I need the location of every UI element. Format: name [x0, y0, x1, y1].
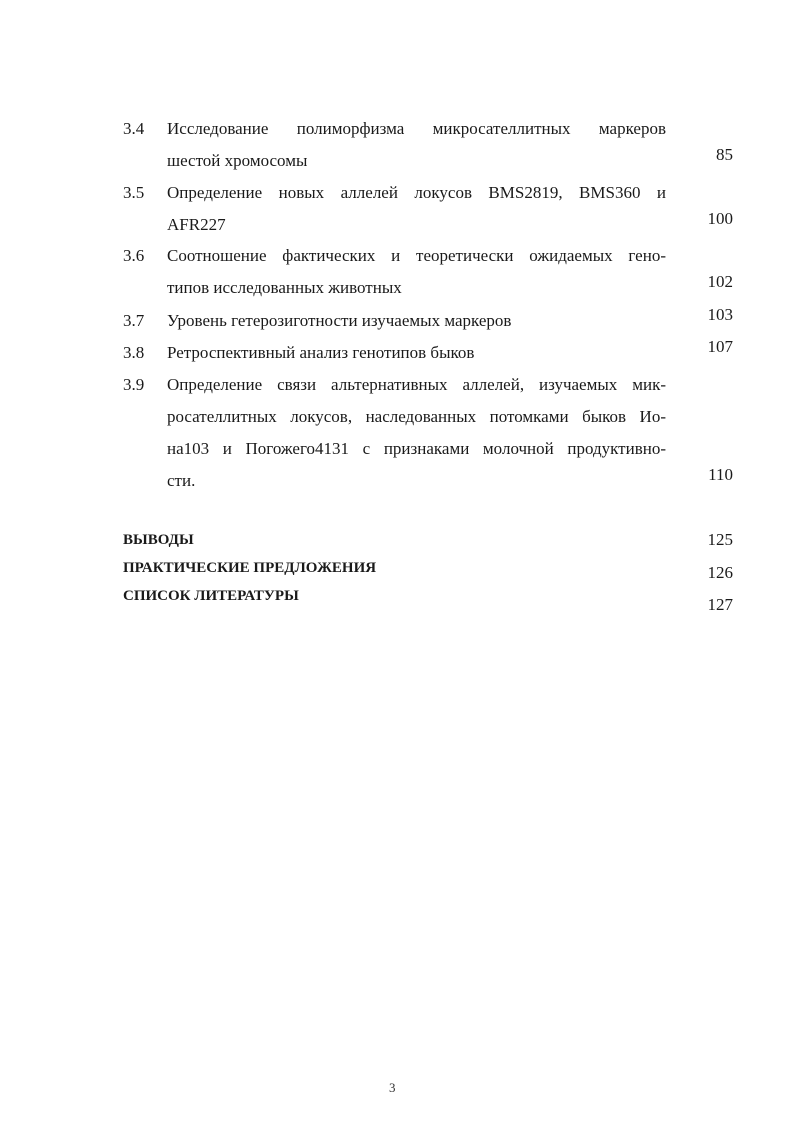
toc-entry-title: [167, 240, 666, 304]
toc-entry-line: Определение связи альтернативных аллелей, изучаемых мик-: [167, 375, 666, 394]
toc-entry-number: 3.9: [123, 375, 145, 394]
toc-entry-title: [167, 113, 666, 177]
toc-entry-line: сти.: [167, 471, 196, 490]
toc-entry-page: 103: [707, 305, 733, 324]
toc-entry-line: Ретроспективный анализ генотипов быков: [167, 343, 475, 362]
toc-entry-number: 3.5: [123, 183, 145, 202]
toc-entry-line: типов исследованных животных: [167, 278, 402, 297]
toc-entry-page: 85: [716, 145, 733, 164]
toc-entry-title: [167, 337, 666, 369]
toc-entry-line: AFR227: [167, 215, 226, 234]
toc-entry-title: [167, 305, 666, 337]
toc-entry-line: шестой хромосомы: [167, 151, 308, 170]
toc-section-page: 126: [707, 563, 733, 582]
toc-section-title: ПРАКТИЧЕСКИЕ ПРЕДЛОЖЕНИЯ: [123, 560, 377, 576]
toc-entry-number: 3.6: [123, 246, 145, 265]
page-number: 3: [389, 1080, 396, 1095]
toc-entry-title: [167, 177, 666, 241]
toc-entry-page: 110: [708, 465, 733, 484]
toc-entry-page: 107: [707, 337, 733, 356]
toc-section-title: ВЫВОДЫ: [123, 532, 194, 548]
toc-entry-line: Исследование полиморфизма микросателлитных маркеров: [167, 119, 666, 138]
toc-entry-title: [167, 369, 666, 497]
toc-entry-page: 102: [707, 272, 733, 291]
toc-section-page: 125: [707, 530, 733, 549]
toc-section-title: СПИСОК ЛИТЕРАТУРЫ: [123, 588, 299, 604]
toc-entry-number: 3.4: [123, 119, 145, 138]
toc-entry-line: Определение новых аллелей локусов BMS2819, BMS360 и: [167, 183, 666, 202]
toc-entry-line: Соотношение фактических и теоретически ожидаемых гено-: [167, 246, 666, 265]
toc-entry-page: 100: [707, 209, 733, 228]
toc-entry-line: на103 и Погожего4131 с признаками молочной продуктивно-: [167, 439, 666, 458]
toc-section-page: 127: [707, 595, 733, 614]
toc-entry-line: Уровень гетерозиготности изучаемых маркеров: [167, 311, 512, 330]
toc-entry-number: 3.8: [123, 343, 145, 362]
toc-entry-line: росателлитных локусов, наследованных потомками быков Ио-: [167, 407, 666, 426]
toc-entry-number: 3.7: [123, 311, 145, 330]
